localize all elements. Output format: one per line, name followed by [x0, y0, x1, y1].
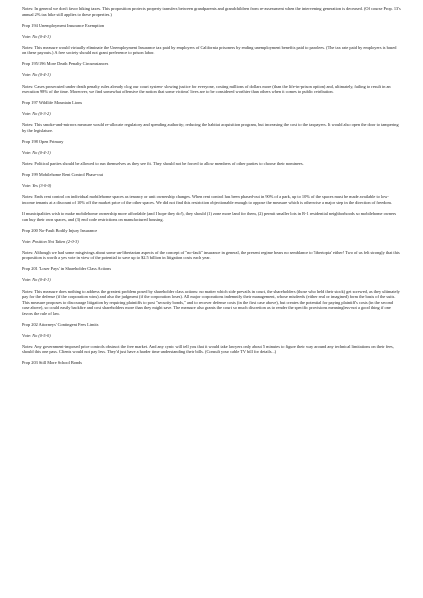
prop-title: Prop 199 Mobilehome Rent Control Phase-out	[22, 172, 103, 178]
prop-notes: Notes: This smoke-and-mirrors measure would re-allocate regulatory and spending authority; reducing the habitat acquisition program, but increasing the cost to the taxpayers. It would also open the door to tampering by the legislature.	[22, 122, 399, 133]
prop-notes: Notes: Ends rent control on individual mobilehome spaces as tenancy or unit ownership changes. When rent control has been phased-out in 90% of a park, up to 10% of the spaces must be made available to low-income tenants at a discount of 10% off the market price of the other spaces. We did not find this restriction objectionable enough to oppose the measure which is otherwise a major step in the direction of freedom.	[22, 194, 392, 205]
prop-title: Prop 197 Wildlife Mountain Lions	[22, 100, 83, 106]
prop-title: Prop 198 Open Primary	[22, 138, 64, 144]
vote-value: No (0-4-1)	[32, 72, 51, 78]
vote-line	[22, 183, 401, 189]
prop-notes: Notes: Political parties should be allowed to run themselves as they see fit. They should not be forced to allow members of other parties to choose their nominees.	[22, 161, 304, 167]
vote-line	[22, 111, 401, 117]
prop-194-section	[22, 23, 401, 56]
vote-value: No (0-4-1)	[32, 150, 51, 156]
prop-201-section	[22, 266, 401, 316]
vote-label: Vote:	[22, 277, 32, 283]
prop-notes-continued: If municipalities wish to make mobilehome ownership more affordable (and I hope they do!), they should (1) zone more land for them, (2) permit smaller lots in R-1 residential neighborhoods so mobilehome owners can buy their own spaces, and (3) end code restrictions on manufactured housing.	[22, 211, 397, 222]
vote-line	[22, 277, 401, 283]
prop-203-section	[22, 360, 401, 366]
vote-line	[22, 34, 401, 40]
prop-notes: Notes: This measure would virtually eliminate the Unemployment Insurance tax paid by employers of California prisoners by ending unemployment benefits paid to parolees. (The tax rate paid by employers is based on these payouts.) A free society should not grant preference to prison labor.	[22, 44, 397, 56]
prop-notes: Notes: Cases prosecuted under death penalty rules already clog our court system- slowing justice for everyone, costing millions of dollars more (than the life-in-prison option) and, ultimately, failing to result in an execution 98% of the time. Moreover, we find somewhat offensive the notion that some victims' lives are to be considered worthier than others when it comes to public retribution.	[22, 83, 391, 95]
intro-notes: Notes: In general we don't favor hiking taxes. This proposition protects property transfers between grandparents and grandchildren from re-assessment when the intervening generation is deceased. (Of course Prop. 13's annual 2% tax hike still applies to these properties.)	[22, 6, 401, 17]
vote-label: Vote:	[22, 72, 32, 78]
vote-label: Vote:	[22, 332, 32, 338]
prop-notes: Notes: This measure does nothing to address the greatest problem posed by shareholder class actions: no matter which side prevails in court, the shareholders (those who held their stock) get screwed, as they ultimately pay for the defense (if the corporation wins) and also the judgment (if the corporation loses). All major corporations indemnify their management, whose misdeeds (either real or imagined) form the basis of the suits. This measure proposes to discourage litigation by requiring plaintiffs to post "security bonds," and to recover defense costs (in the first case above), but creates the potential for paying plaintiff's costs (in the second case above), so could easily backfire and cost shareholders more than they might save. The measure also grants the court so much discretion as to render the specific provisions meaningless-not a good thing if one favors the rule of law.	[22, 288, 400, 316]
vote-line	[22, 239, 401, 245]
vote-label: Vote:	[22, 183, 32, 189]
vote-value: No (0-5-0)	[32, 332, 51, 338]
prop-title: Prop 203 Still More School Bonds	[22, 360, 82, 366]
vote-label: Vote:	[22, 33, 32, 39]
vote-value: Yes (3-0-0)	[32, 183, 52, 189]
prop-title: Prop 200 No-Fault Bodily Injury Insurance	[22, 227, 98, 233]
prop-198-section	[22, 139, 401, 167]
vote-line	[22, 150, 401, 156]
prop-200-section	[22, 228, 401, 261]
prop-notes: Notes: Although we had some misgivings about some un-libertarian aspects of the concept of "no-fault" insurance in general, the present regime bears no semblance to 'libertopia' either! Two of us felt strongly that this proposition is worth a yes vote in view of the potential to save up to $2.5 billion in litigation costs each year.	[22, 249, 400, 261]
prop-title: Prop 202 Attorneys' Contingent Fees Limits	[22, 321, 99, 327]
vote-label: Vote:	[22, 150, 32, 156]
prop-195-196-section	[22, 61, 401, 94]
vote-line	[22, 72, 401, 78]
prop-199-section	[22, 172, 401, 222]
vote-label: Vote:	[22, 111, 32, 117]
vote-value: Position Not Taken (2-0-3)	[32, 238, 79, 244]
prop-202-section	[22, 322, 401, 355]
vote-value: No (0-4-1)	[32, 277, 51, 283]
vote-value: No (0-4-1)	[32, 33, 51, 39]
vote-label: Vote:	[22, 238, 32, 244]
prop-title: Prop 201 'Loser Pays' in Shareholder Class Actions	[22, 266, 112, 272]
prop-notes: Notes: Any government-imposed price controls obstruct the free market. And any cynic will tell you that it would take lawyers only about 5 minutes to figure their way around any technical limitations on their fees, should this one pass. Clients would not pay less. They'd just have a harder time understanding their bills. (Consult your cable TV bill for details...)	[22, 343, 394, 355]
prop-title: Prop 194 Unemployment Insurance Exemption	[22, 22, 105, 28]
vote-line	[22, 333, 401, 339]
prop-title: Prop 195/196 More Death Penalty Circumstances	[22, 61, 109, 67]
vote-value: No (0-3-2)	[32, 111, 51, 117]
prop-197-section	[22, 100, 401, 133]
